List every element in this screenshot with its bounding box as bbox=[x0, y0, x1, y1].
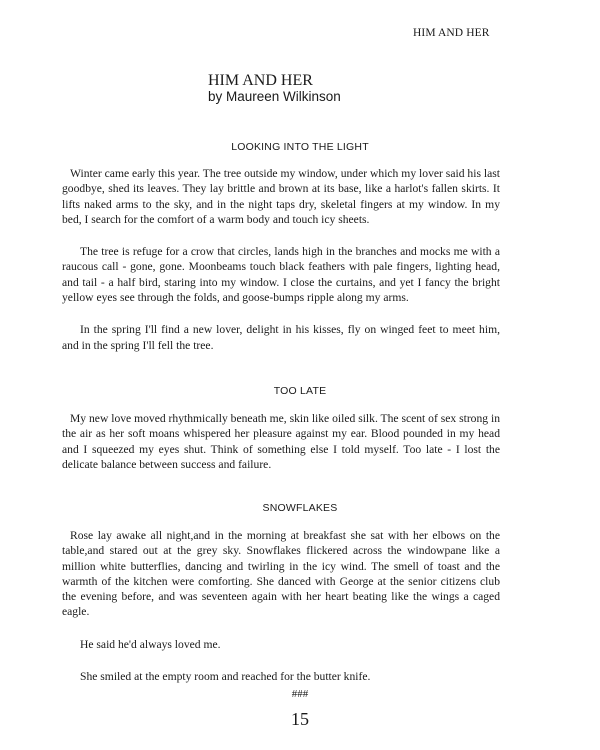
paragraph: The tree is refuge for a crow that circles, lands high in the branches and mocks me with a raucous call - gone, gone. Moonbeams touch black feathers with pale fingers, lighting head, and tail - a half bird, staring into my window. I close the curtains, and yet I fancy the bright yellow eyes see through the folds, and goose-bumps ripple along my arms. bbox=[62, 245, 500, 305]
paragraph: He said he'd always loved me. bbox=[80, 637, 221, 651]
paragraph: Rose lay awake all night,and in the morning at breakfast she sat with her elbows on the table,and stared out at the grey sky. Snowflakes flickered across the windowpane like a million white butterflies, dancing and twirling in the icy wind. The smell of toast and the warmth of the kitchen were comforting. She danced with George at the senior citizens club the evening before, and was seventeen again with her heart beating like the wings a caged eagle. bbox=[62, 529, 500, 619]
paragraph: She smiled at the empty room and reached for the butter knife. bbox=[80, 670, 371, 684]
paragraph: In the spring I'll find a new lover, delight in his kisses, fly on winged feet to meet him, and in the spring I'll fell the tree. bbox=[62, 323, 500, 352]
running-header: HIM AND HER bbox=[413, 27, 490, 39]
section-heading-too-late: TOO LATE bbox=[273, 385, 327, 397]
story-too-late bbox=[62, 411, 500, 472]
paragraph: My new love moved rhythmically beneath me, skin like oiled silk. The scent of sex strong in the air as her soft moans whispered her pleasure against my ear. Blood pounded in my head and I squeezed my eyes shut. Think of something else I told myself. Too late - I lost the delicate balance between success and failure. bbox=[62, 412, 500, 471]
book-title: HIM AND HER bbox=[208, 72, 313, 89]
end-mark: ### bbox=[291, 688, 309, 700]
section-heading-snowflakes: SNOWFLAKES bbox=[262, 502, 338, 514]
page-number: 15 bbox=[291, 709, 309, 729]
title-block bbox=[208, 72, 341, 104]
story-snowflakes bbox=[62, 528, 500, 684]
section-heading-looking-into-the-light: LOOKING INTO THE LIGHT bbox=[231, 141, 369, 153]
story-looking-into-the-light bbox=[62, 166, 500, 353]
paragraph: Winter came early this year. The tree outside my window, under which my lover said his last goodbye, shed its leaves. They lay brittle and brown at its base, like a harlot's fallen skirts. It lifts naked arms to the sky, and in the night taps dry, skeletal fingers at my window. In my bed, I search for the comfort of a warm body and touch icy sheets. bbox=[62, 167, 500, 226]
book-author: by Maureen Wilkinson bbox=[208, 89, 341, 104]
